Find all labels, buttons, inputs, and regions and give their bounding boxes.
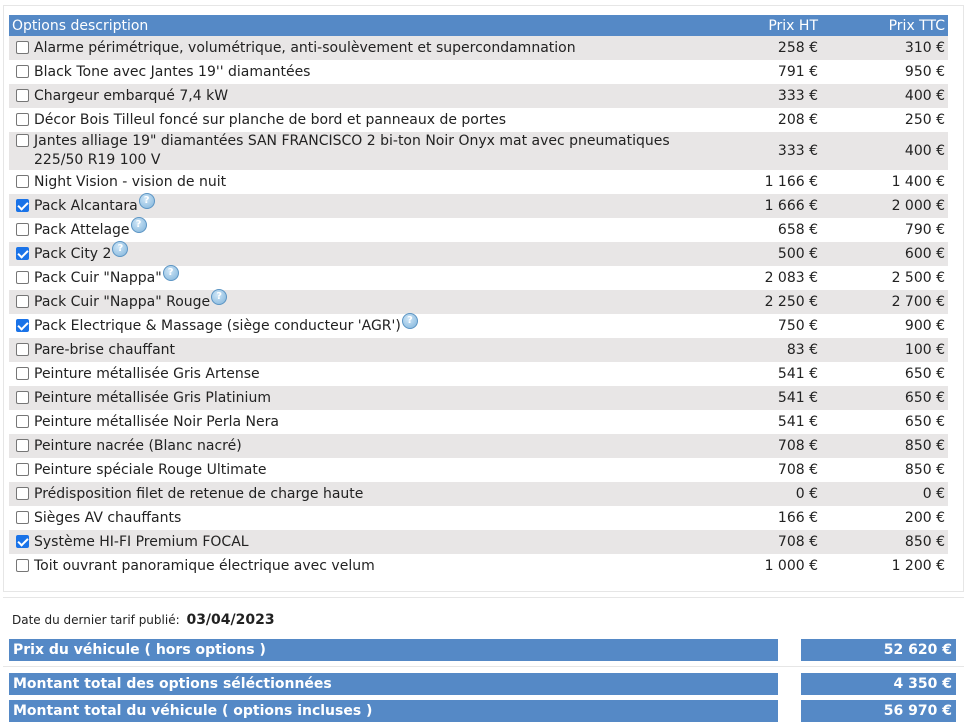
- option-cell: [9, 290, 699, 314]
- option-checkbox[interactable]: [16, 487, 29, 500]
- option-checkbox[interactable]: [16, 391, 29, 404]
- table-row: [9, 386, 948, 410]
- option-cell: [9, 108, 699, 132]
- price-ht: 791 €: [699, 60, 821, 84]
- option-label: Pack Attelage: [34, 221, 130, 238]
- price-ht: 333 €: [699, 84, 821, 108]
- header-price-ht: Prix HT: [699, 15, 821, 36]
- option-checkbox-wrap: [16, 343, 34, 360]
- option-label: Alarme périmétrique, volumétrique, anti-soulèvement et supercondamnation: [34, 39, 576, 56]
- option-checkbox[interactable]: [16, 343, 29, 356]
- option-checkbox[interactable]: [16, 41, 29, 54]
- option-checkbox-wrap: [16, 391, 34, 408]
- option-cell: [9, 84, 699, 108]
- table-row: [9, 410, 948, 434]
- price-ttc: 650 €: [821, 410, 948, 434]
- option-label: Peinture spéciale Rouge Ultimate: [34, 461, 267, 478]
- price-ttc: 900 €: [821, 314, 948, 338]
- table-row: [9, 338, 948, 362]
- option-cell: [9, 36, 699, 60]
- price-ht: 500 €: [699, 242, 821, 266]
- price-ttc: 310 €: [821, 36, 948, 60]
- option-cell: [9, 314, 699, 338]
- option-checkbox[interactable]: [16, 415, 29, 428]
- option-cell: [9, 218, 699, 242]
- options-total-value: 4 350 €: [801, 673, 956, 695]
- option-checkbox-wrap: [16, 559, 34, 576]
- option-checkbox[interactable]: [16, 223, 29, 236]
- option-label: Pack Cuir "Nappa" Rouge: [34, 293, 211, 310]
- option-cell: [9, 132, 699, 170]
- option-cell: [9, 386, 699, 410]
- table-row: [9, 60, 948, 84]
- option-label: Pack Alcantara: [34, 197, 138, 214]
- table-row: [9, 506, 948, 530]
- option-checkbox-wrap: [16, 463, 34, 480]
- price-ht: 83 €: [699, 338, 821, 362]
- option-checkbox-wrap: [16, 41, 34, 58]
- table-row: [9, 132, 948, 170]
- table-row: [9, 482, 948, 506]
- help-icon[interactable]: ?: [131, 217, 147, 233]
- table-row: [9, 36, 948, 60]
- option-label: Pack Electrique & Massage (siège conducteur 'AGR'): [34, 317, 401, 334]
- table-row: [9, 314, 948, 338]
- price-ht: 0 €: [699, 482, 821, 506]
- option-cell: [9, 242, 699, 266]
- option-checkbox-wrap: [16, 535, 34, 552]
- options-table: [9, 15, 948, 578]
- table-row: [9, 290, 948, 314]
- price-ht: 2 083 €: [699, 266, 821, 290]
- help-icon[interactable]: ?: [139, 193, 155, 209]
- option-cell: [9, 266, 699, 290]
- option-cell: [9, 506, 699, 530]
- option-label: Peinture nacrée (Blanc nacré): [34, 437, 242, 454]
- price-ttc: 1 400 €: [821, 170, 948, 194]
- price-ttc: 2 000 €: [821, 194, 948, 218]
- tariff-date-label: Date du dernier tarif publié:: [12, 613, 180, 627]
- option-checkbox[interactable]: [16, 175, 29, 188]
- option-checkbox-wrap: [16, 511, 34, 528]
- price-ttc: 2 700 €: [821, 290, 948, 314]
- option-cell: [9, 362, 699, 386]
- table-row: [9, 218, 948, 242]
- price-ht: 541 €: [699, 410, 821, 434]
- price-ttc: 400 €: [821, 132, 948, 170]
- option-checkbox-wrap: [16, 113, 34, 130]
- table-row: [9, 84, 948, 108]
- header-price-ttc: Prix TTC: [821, 15, 948, 36]
- price-ttc: 2 500 €: [821, 266, 948, 290]
- option-checkbox-wrap: [16, 295, 34, 312]
- price-ttc: 250 €: [821, 108, 948, 132]
- vehicle-price-label: Prix du véhicule ( hors options ): [9, 639, 778, 661]
- option-checkbox[interactable]: [16, 247, 29, 260]
- option-checkbox-wrap: [16, 271, 34, 288]
- option-checkbox[interactable]: [16, 134, 29, 147]
- price-ht: 541 €: [699, 362, 821, 386]
- price-ht: 708 €: [699, 530, 821, 554]
- help-icon[interactable]: ?: [402, 313, 418, 329]
- table-row: [9, 530, 948, 554]
- table-row: [9, 242, 948, 266]
- option-checkbox-wrap: [16, 415, 34, 432]
- option-label: Pare-brise chauffant: [34, 341, 176, 358]
- option-checkbox-wrap: [16, 89, 34, 106]
- vehicle-price-value: 52 620 €: [801, 639, 956, 661]
- option-checkbox-wrap: [16, 65, 34, 82]
- option-label: Night Vision - vision de nuit: [34, 173, 227, 190]
- price-ht: 1 000 €: [699, 554, 821, 578]
- option-checkbox[interactable]: [16, 367, 29, 380]
- option-cell: [9, 338, 699, 362]
- option-label: Prédisposition filet de retenue de charge haute: [34, 485, 364, 502]
- price-ht: 2 250 €: [699, 290, 821, 314]
- option-checkbox-wrap: [16, 223, 34, 240]
- price-ttc: 650 €: [821, 362, 948, 386]
- option-label: Chargeur embarqué 7,4 kW: [34, 87, 229, 104]
- option-checkbox[interactable]: [16, 65, 29, 78]
- price-ttc: 100 €: [821, 338, 948, 362]
- help-icon[interactable]: ?: [112, 241, 128, 257]
- price-ttc: 790 €: [821, 218, 948, 242]
- price-ttc: 850 €: [821, 434, 948, 458]
- option-checkbox-wrap: [16, 247, 34, 264]
- option-checkbox-wrap: [16, 487, 34, 504]
- price-ht: 258 €: [699, 36, 821, 60]
- option-label: Pack Cuir "Nappa": [34, 269, 162, 286]
- table-row: [9, 108, 948, 132]
- option-checkbox[interactable]: [16, 511, 29, 524]
- option-label: Peinture métallisée Gris Platinium: [34, 389, 271, 406]
- table-row: [9, 554, 948, 578]
- option-checkbox[interactable]: [16, 559, 29, 572]
- option-checkbox-wrap: [16, 175, 34, 192]
- price-ttc: 850 €: [821, 530, 948, 554]
- option-label: Jantes alliage 19" diamantées SAN FRANCISCO 2 bi-ton Noir Onyx mat avec pneumatiques 225/50 R19 100 V: [34, 133, 670, 168]
- price-ttc: 1 200 €: [821, 554, 948, 578]
- option-label: Pack City 2: [34, 245, 112, 262]
- price-ht: 208 €: [699, 108, 821, 132]
- option-checkbox[interactable]: [16, 463, 29, 476]
- price-ttc: 200 €: [821, 506, 948, 530]
- option-label: Peinture métallisée Gris Artense: [34, 365, 260, 382]
- option-checkbox[interactable]: [16, 271, 29, 284]
- price-ht: 1 166 €: [699, 170, 821, 194]
- price-ht: 750 €: [699, 314, 821, 338]
- tariff-date-value: 03/04/2023: [186, 612, 275, 628]
- option-label: Sièges AV chauffants: [34, 509, 182, 526]
- table-row: [9, 266, 948, 290]
- price-ttc: 400 €: [821, 84, 948, 108]
- option-checkbox[interactable]: [16, 439, 29, 452]
- table-row: [9, 170, 948, 194]
- price-ttc: 950 €: [821, 60, 948, 84]
- option-label: Décor Bois Tilleul foncé sur planche de bord et panneaux de portes: [34, 111, 507, 128]
- option-checkbox[interactable]: [16, 295, 29, 308]
- price-ttc: 850 €: [821, 458, 948, 482]
- option-label: Toit ouvrant panoramique électrique avec velum: [34, 557, 375, 574]
- option-checkbox[interactable]: [16, 319, 29, 332]
- option-cell: [9, 530, 699, 554]
- option-checkbox[interactable]: [16, 113, 29, 126]
- table-row: [9, 194, 948, 218]
- table-row: [9, 362, 948, 386]
- option-cell: [9, 194, 699, 218]
- price-ht: 541 €: [699, 386, 821, 410]
- price-ht: 333 €: [699, 132, 821, 170]
- header-description: Options description: [9, 15, 699, 36]
- option-label: Peinture métallisée Noir Perla Nera: [34, 413, 279, 430]
- price-ttc: 650 €: [821, 386, 948, 410]
- help-icon[interactable]: ?: [211, 289, 227, 305]
- table-row: [9, 434, 948, 458]
- option-cell: [9, 458, 699, 482]
- option-label: Système HI-FI Premium FOCAL: [34, 533, 249, 550]
- option-checkbox-wrap: [16, 367, 34, 384]
- vehicle-total-value: 56 970 €: [801, 700, 956, 722]
- option-cell: [9, 170, 699, 194]
- price-ht: 658 €: [699, 218, 821, 242]
- price-ht: 1 666 €: [699, 194, 821, 218]
- tariff-date: [12, 612, 275, 628]
- option-checkbox-wrap: [16, 439, 34, 456]
- option-cell: [9, 410, 699, 434]
- price-ht: 166 €: [699, 506, 821, 530]
- option-checkbox-wrap: [16, 319, 34, 336]
- option-checkbox-wrap: [16, 134, 34, 151]
- price-ht: 708 €: [699, 458, 821, 482]
- option-checkbox[interactable]: [16, 199, 29, 212]
- table-header: [9, 15, 948, 36]
- option-cell: [9, 554, 699, 578]
- option-cell: [9, 434, 699, 458]
- help-icon[interactable]: ?: [163, 265, 179, 281]
- option-cell: [9, 482, 699, 506]
- options-rows: [9, 36, 948, 578]
- options-total-label: Montant total des options séléctionnées: [9, 673, 778, 695]
- option-checkbox[interactable]: [16, 89, 29, 102]
- divider: [3, 597, 964, 598]
- table-row: [9, 458, 948, 482]
- option-label: Black Tone avec Jantes 19'' diamantées: [34, 63, 311, 80]
- price-ttc: 0 €: [821, 482, 948, 506]
- option-cell: [9, 60, 699, 84]
- option-checkbox[interactable]: [16, 535, 29, 548]
- price-ht: 708 €: [699, 434, 821, 458]
- price-ttc: 600 €: [821, 242, 948, 266]
- option-checkbox-wrap: [16, 199, 34, 216]
- divider: [3, 666, 964, 667]
- vehicle-total-label: Montant total du véhicule ( options incluses ): [9, 700, 778, 722]
